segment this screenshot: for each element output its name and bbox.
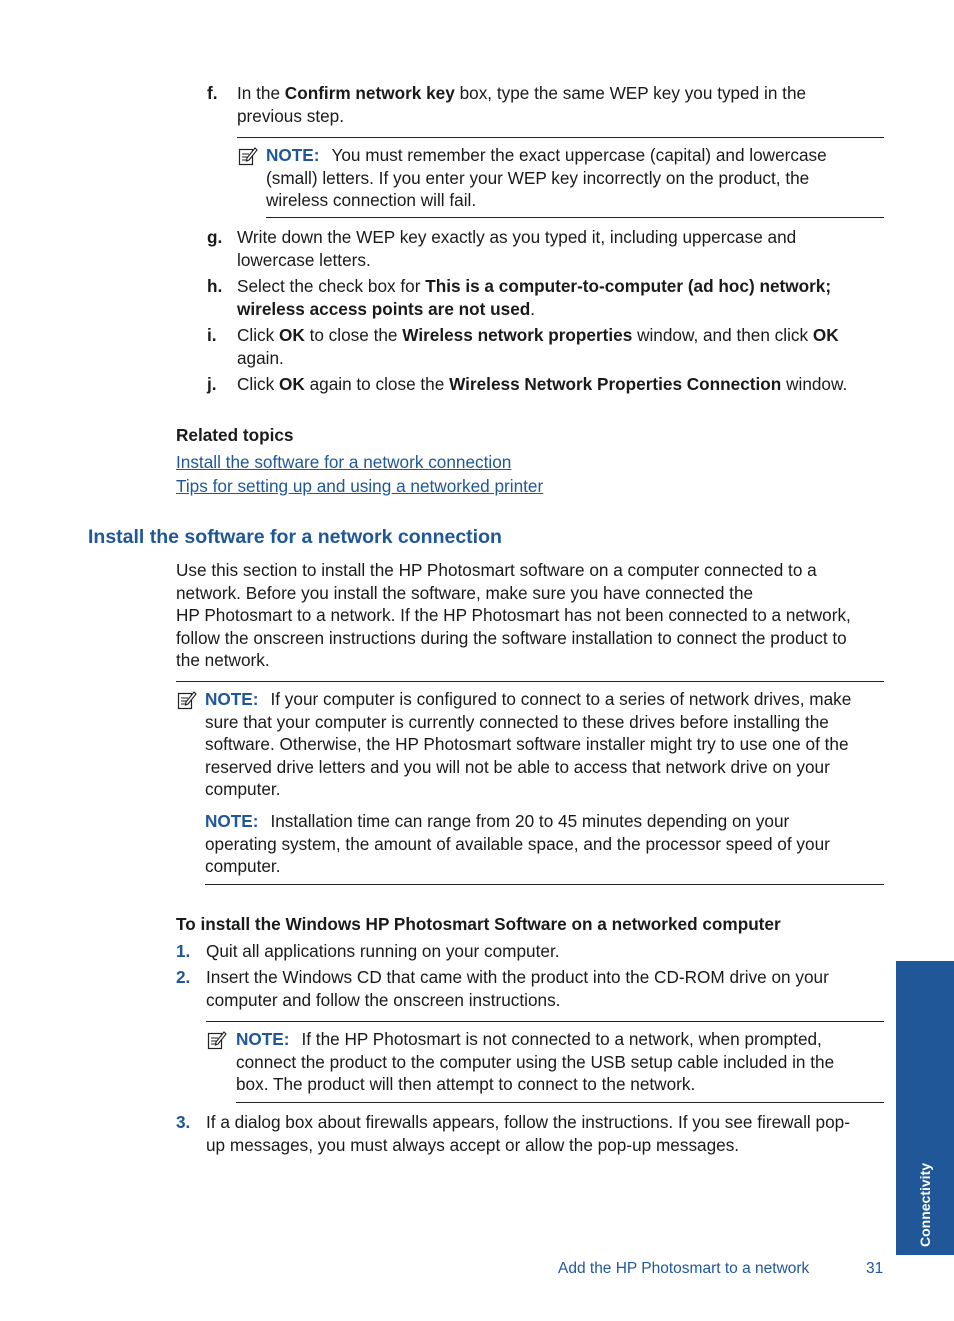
step-f-text: In the Confirm network key box, type the same WEP key you typed in the previous step. <box>237 83 807 126</box>
section-intro-paragraph: Use this section to install the HP Photosmart software on a computer connected to a network. Before you install the software, make sure you have connected the HP Photosmart to a network. If the HP Photosmart has not been connected to a network, follow the onscreen instructions during the software installation to connect the product to the network. <box>176 560 851 670</box>
note-pencil-icon <box>238 146 258 166</box>
note-pencil-icon <box>207 1030 227 1050</box>
note2-top-rule <box>176 681 884 682</box>
note1-text: NOTE: You must remember the exact uppercase (capital) and lowercase (small) letters. If you enter your WEP key incorrectly on the product, the wireless connection will fail. <box>266 145 827 210</box>
note3-text: NOTE: Installation time can range from 20 to 45 minutes depending on your operating system, the amount of available space, and the processor speed of your computer. <box>205 811 830 876</box>
section-title: Install the software for a network connection <box>88 526 502 548</box>
step-number-2: 2. <box>176 967 191 987</box>
note3-bottom-rule <box>205 884 884 885</box>
note-pencil-icon <box>177 690 197 710</box>
note1-top-rule <box>237 137 884 138</box>
chapter-side-tab <box>896 961 954 1255</box>
step-2-text: Insert the Windows CD that came with the product into the CD-ROM drive on your computer and follow the onscreen instructions. <box>206 967 829 1010</box>
step-j-text: Click OK again to close the Wireless Network Properties Connection window. <box>237 374 848 394</box>
step-i-text: Click OK to close the Wireless network properties window, and then click OK again. <box>237 325 839 368</box>
chapter-side-tab-label: Connectivity <box>917 1162 933 1247</box>
note4-text: NOTE: If the HP Photosmart is not connected to a network, when prompted, connect the product to the computer using the USB setup cable included in the box. The product will then attempt to connect to the network. <box>236 1029 835 1094</box>
step-letter-h: h. <box>207 276 223 296</box>
related-link-install-software[interactable]: Install the software for a network connection <box>176 452 512 472</box>
note4-top-rule <box>206 1021 884 1022</box>
step-h-text: Select the check box for This is a computer-to-computer (ad hoc) network; wireless access points are not used. <box>237 276 832 319</box>
step-g-text: Write down the WEP key exactly as you typed it, including uppercase and lowercase letters. <box>237 227 797 270</box>
step-letter-i: i. <box>207 325 217 345</box>
footer-page-number: 31 <box>866 1260 884 1277</box>
note2-text: NOTE: If your computer is configured to connect to a series of network drives, make sure that your computer is currently connected to these drives before installing the software. Otherwise, the HP Photosmart software installer might try to use one of the reserved drive letters and you will not be able to access that network drive on your computer. <box>205 689 852 799</box>
step-number-1: 1. <box>176 941 191 961</box>
note1-bottom-rule <box>266 217 884 218</box>
step-letter-f: f. <box>207 83 218 103</box>
step-letter-g: g. <box>207 227 223 247</box>
procedure-heading: To install the Windows HP Photosmart Software on a networked computer <box>176 914 781 934</box>
step-letter-j: j. <box>207 374 217 394</box>
related-topics-heading: Related topics <box>176 425 294 445</box>
step-number-3: 3. <box>176 1112 191 1132</box>
note4-bottom-rule <box>236 1102 884 1103</box>
step-1-text: Quit all applications running on your computer. <box>206 941 560 961</box>
step-3-text: If a dialog box about firewalls appears, follow the instructions. If you see firewall pop- up messages, you must always accept or allow the pop-up messages. <box>206 1112 850 1155</box>
related-link-tips-networked-printer[interactable]: Tips for setting up and using a networked printer <box>176 476 544 496</box>
footer-section-title: Add the HP Photosmart to a network <box>558 1260 810 1277</box>
